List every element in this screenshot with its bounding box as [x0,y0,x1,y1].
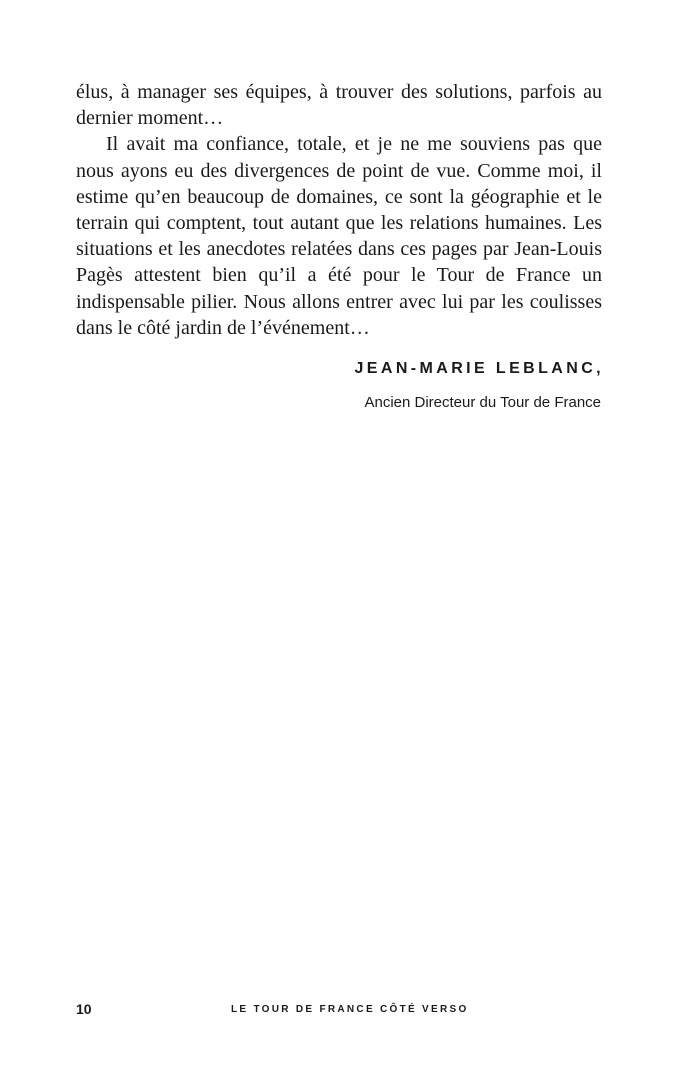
paragraph: Il avait ma confiance, totale, et je ne me souviens pas que nous ayons eu des divergences de point de vue. Comme moi, il estime qu’en beaucoup de domaines, ce sont la géographie et le terrain qui comptent, tout autant que les relations humaines. Les situations et les anecdotes relatées dans ces pages par Jean-Louis Pagès attestent bien qu’il a été pour le Tour de France un indispensable pilier. Nous allons entrer avec lui par les coulisses dans le côté jardin de l’événement… [76,133,602,339]
signature-title: Ancien Directeur du Tour de France [364,394,601,411]
running-title: LE TOUR DE FRANCE CÔTÉ VERSO [231,1004,469,1015]
paragraph-continuation: élus, à manager ses équipes, à trouver des solutions, parfois au dernier moment… [76,81,602,130]
signature-block [355,358,602,413]
signature-name: JEAN-MARIE LEBLANC, [354,360,604,377]
body-text [76,79,602,341]
page-footer [76,999,602,1019]
page-number: 10 [76,1001,92,1017]
